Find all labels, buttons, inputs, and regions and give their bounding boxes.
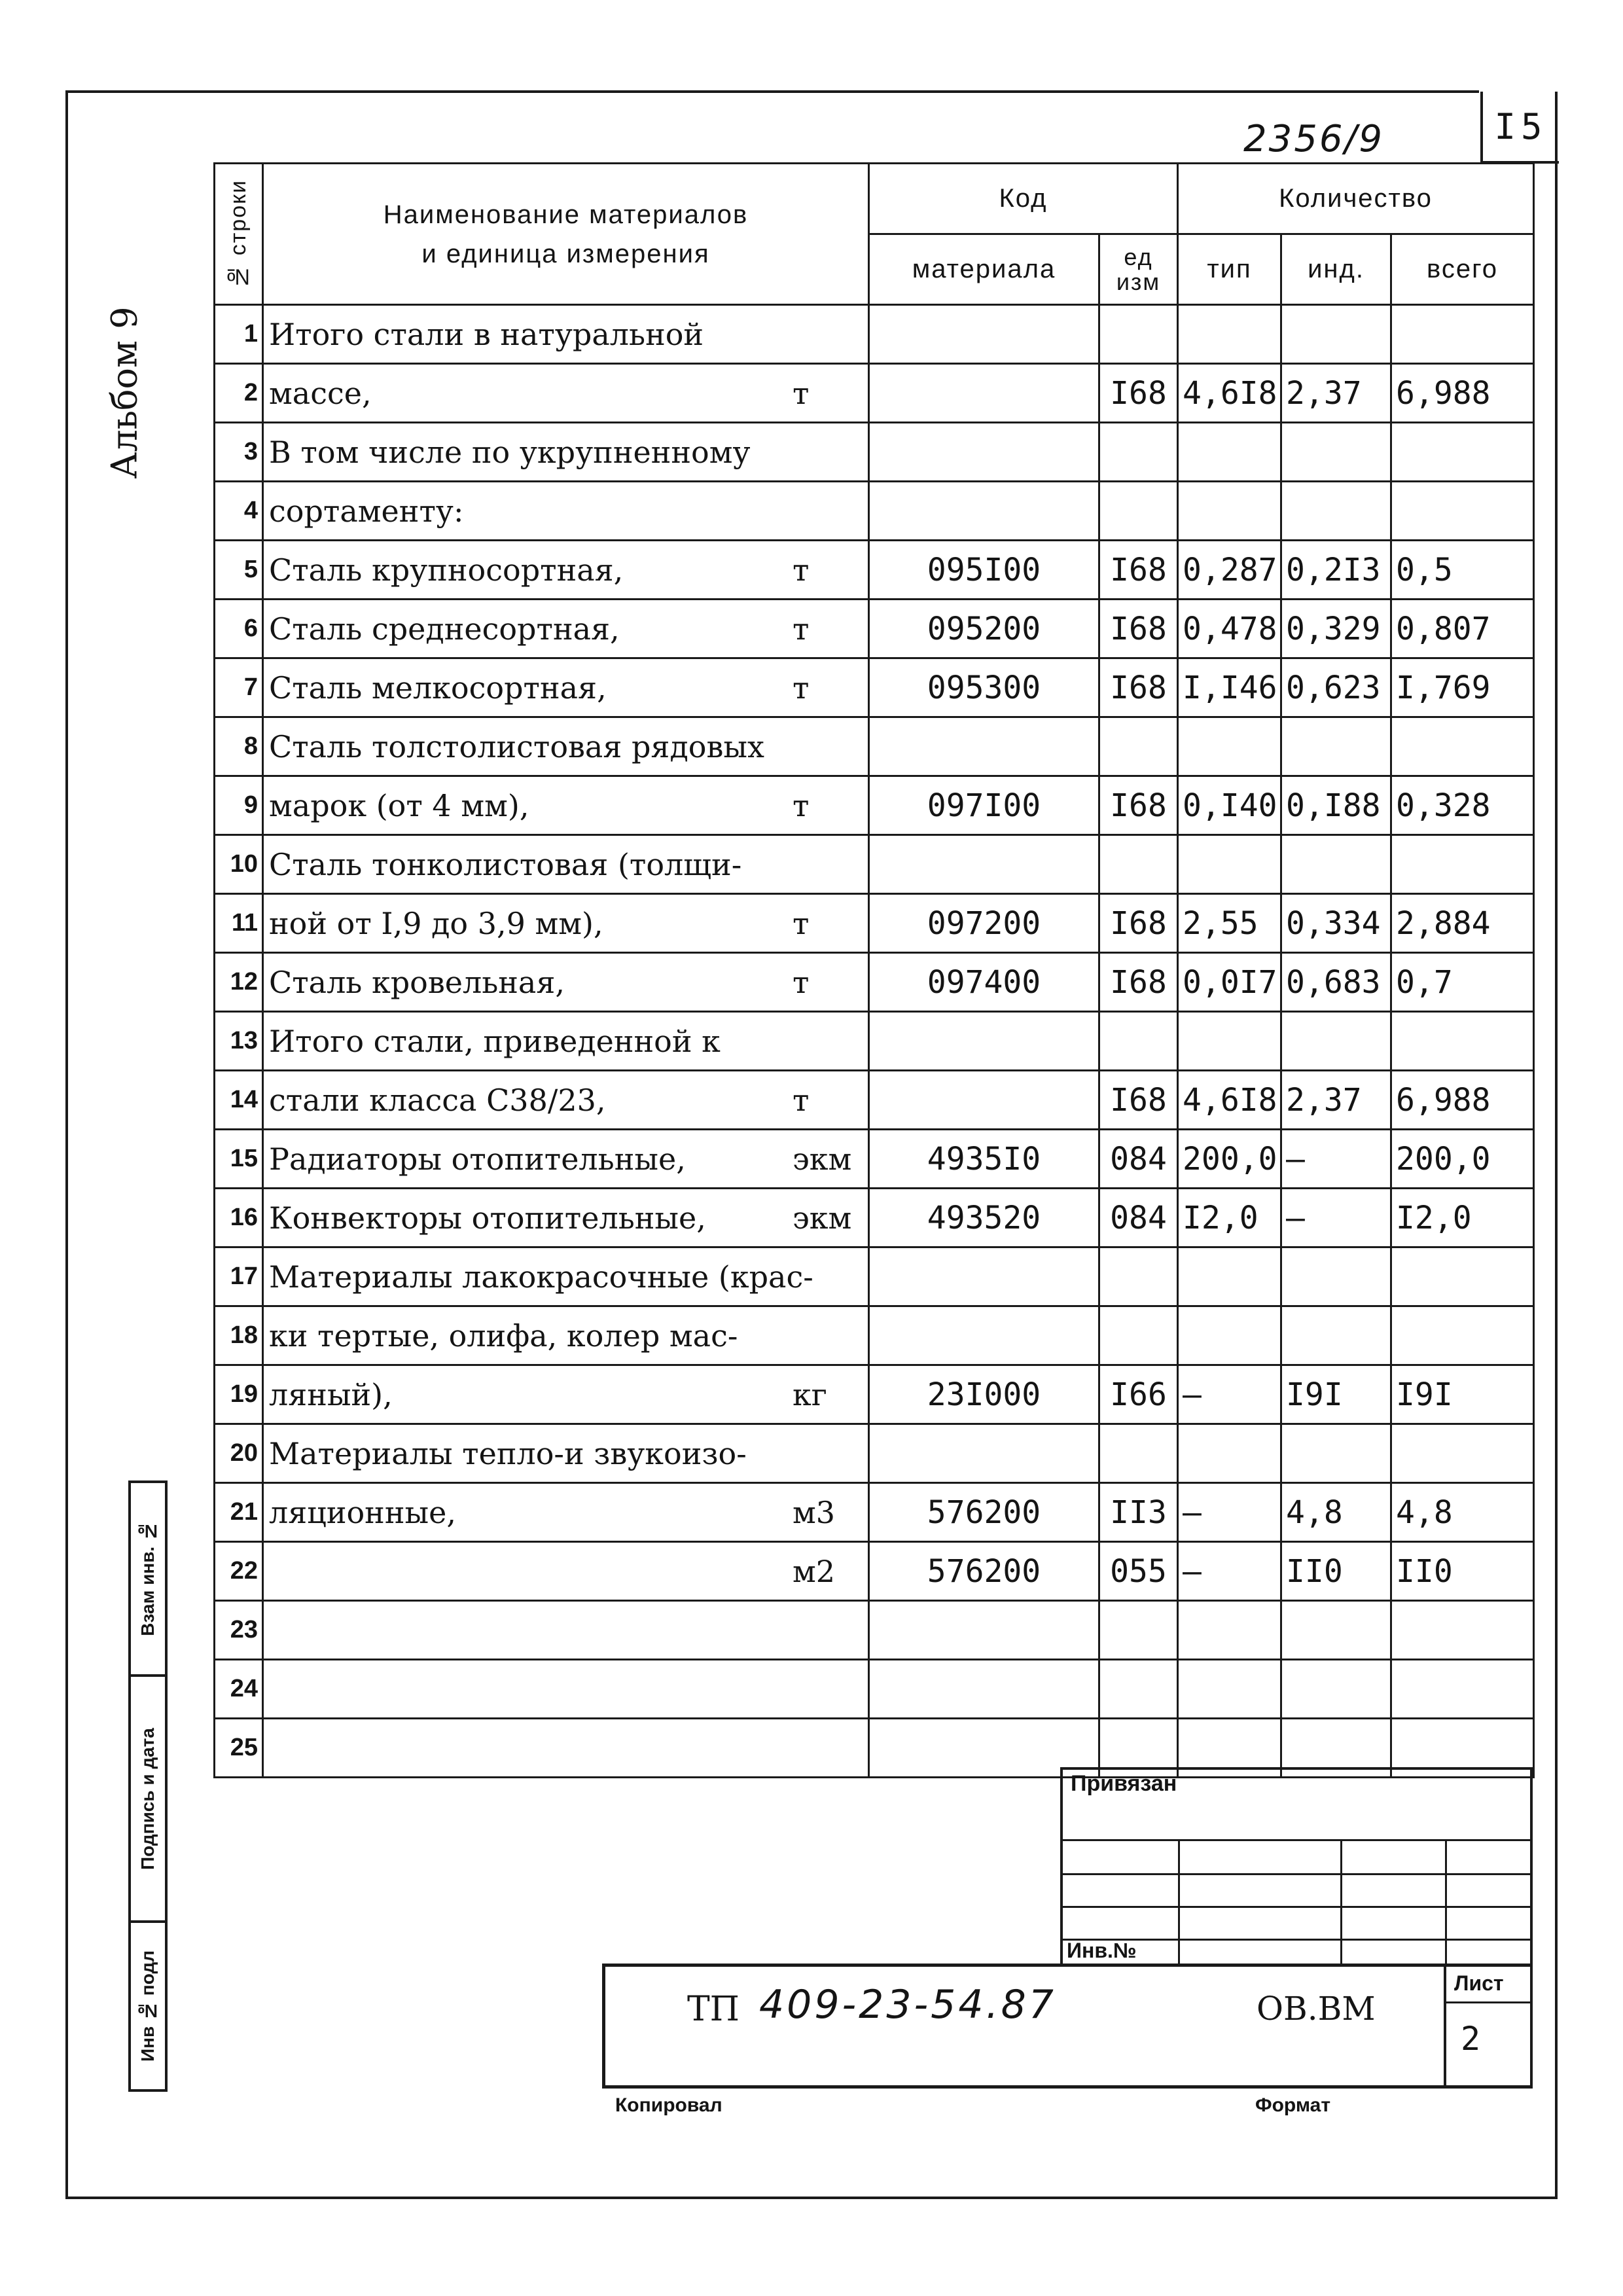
stamp-top-line [1060,1767,1533,1770]
material-code [869,1071,1099,1130]
qty-total [1391,305,1534,364]
material-name-cell [263,1130,869,1189]
qty-ind [1281,835,1391,894]
qty-type: I,I46 [1178,658,1281,717]
material-name: Итого стали, приведенной к [269,1023,721,1059]
project-number: 409-23-54.87 [759,1982,1056,2028]
material-code [869,305,1099,364]
title-block-sheet-line [1444,2001,1533,2003]
row-number: 2 [215,364,263,423]
stamp-left-line [1060,1767,1063,1964]
qty-ind: – [1281,1130,1391,1189]
table-row [215,776,1534,835]
qty-type [1178,717,1281,776]
row-number: 11 [215,894,263,953]
material-unit: экм [793,1200,852,1236]
qty-ind [1281,1601,1391,1660]
unit-code [1099,1424,1178,1483]
qty-total: I2,0 [1391,1189,1534,1247]
row-number: 23 [215,1601,263,1660]
qty-type: 0,478 [1178,600,1281,658]
table-row [215,1483,1534,1542]
material-code [869,1012,1099,1071]
header-name: Наименование материалов и единица измерения [263,164,869,305]
material-name: Итого стали в натуральной [269,316,704,352]
material-name: марок (от 4 мм), [269,787,529,823]
material-code [869,1306,1099,1365]
row-number: 22 [215,1542,263,1601]
row-number: 17 [215,1247,263,1306]
stamp-v2 [1340,1839,1342,1964]
row-number: 24 [215,1660,263,1719]
qty-total: 0,807 [1391,600,1534,658]
table-row [215,1424,1534,1483]
qty-total: 0,328 [1391,776,1534,835]
project-prefix: ТП [687,1990,740,2029]
material-code: 4935I0 [869,1130,1099,1189]
table-row [215,1012,1534,1071]
material-name-cell [263,1483,869,1542]
qty-total: I9I [1391,1365,1534,1424]
material-name: Сталь крупносортная, [269,552,624,588]
row-number: 1 [215,305,263,364]
material-name-cell [263,717,869,776]
material-name: ляционные, [269,1494,456,1530]
unit-code: I68 [1099,364,1178,423]
material-code [869,482,1099,541]
qty-ind: 0,623 [1281,658,1391,717]
material-name-cell [263,1189,869,1247]
qty-total [1391,482,1534,541]
header-code-material: материала [869,234,1099,305]
unit-code [1099,482,1178,541]
unit-code: 055 [1099,1542,1178,1601]
qty-type [1178,1247,1281,1306]
format-label: Формат [1255,2094,1331,2116]
unit-code [1099,1306,1178,1365]
table-row [215,1601,1534,1660]
material-code: 095200 [869,600,1099,658]
frame-right-line [1555,92,1558,2199]
qty-total [1391,1306,1534,1365]
qty-ind: 0,334 [1281,894,1391,953]
material-code: 576200 [869,1542,1099,1601]
material-code [869,1601,1099,1660]
unit-code: I68 [1099,1071,1178,1130]
unit-code [1099,717,1178,776]
row-number: 16 [215,1189,263,1247]
header-qty-ind: инд. [1281,234,1391,305]
row-number: 12 [215,953,263,1012]
unit-code [1099,423,1178,482]
table-row [215,717,1534,776]
qty-type: 2,55 [1178,894,1281,953]
stamp-v1 [1178,1839,1180,1964]
material-name-cell [263,1247,869,1306]
qty-type: 0,I40 [1178,776,1281,835]
material-name: ки тертые, олифа, колер мас- [269,1318,738,1354]
title-block-sheet-divider [1444,1964,1446,2088]
material-unit: т [793,964,810,1000]
material-unit: кг [793,1376,827,1412]
qty-type [1178,835,1281,894]
qty-total [1391,1660,1534,1719]
qty-ind: II0 [1281,1542,1391,1601]
qty-total [1391,1012,1534,1071]
material-unit: т [793,1082,810,1118]
qty-total: 4,8 [1391,1483,1534,1542]
qty-ind: 2,37 [1281,364,1391,423]
material-unit: т [793,611,810,647]
stamp-v3 [1445,1839,1447,1964]
title-block-bottom [602,2085,1533,2089]
qty-type: 0,287 [1178,541,1281,600]
material-name: ной от I,9 до 3,9 мм), [269,905,603,941]
material-code: 097I00 [869,776,1099,835]
qty-type: 200,0 [1178,1130,1281,1189]
qty-ind: 0,329 [1281,600,1391,658]
table-row [215,305,1534,364]
material-unit: т [793,375,810,411]
row-number: 3 [215,423,263,482]
material-code: 097200 [869,894,1099,953]
row-number: 9 [215,776,263,835]
material-name-cell [263,894,869,953]
material-name-cell [263,1012,869,1071]
material-name-cell [263,423,869,482]
material-name: массе, [269,375,372,411]
row-number: 20 [215,1424,263,1483]
stamp-h1 [1060,1839,1533,1841]
header-quantity: Количество [1178,164,1534,234]
table-row [215,835,1534,894]
material-name: Материалы тепло-и звукоизо- [269,1435,747,1471]
material-name: Сталь среднесортная, [269,611,620,647]
unit-code: I68 [1099,658,1178,717]
material-unit: м2 [793,1553,836,1589]
material-name-cell [263,1719,869,1778]
table-row [215,541,1534,600]
qty-type [1178,1012,1281,1071]
corner-sheet-number: I5 [1480,92,1559,164]
qty-type [1178,1660,1281,1719]
table-row [215,953,1534,1012]
qty-ind: 0,683 [1281,953,1391,1012]
material-code [869,1424,1099,1483]
qty-ind: 4,8 [1281,1483,1391,1542]
qty-ind [1281,1012,1391,1071]
table-row [215,364,1534,423]
material-code [869,364,1099,423]
side-box-replace-inv: Взам инв. № [128,1480,168,1677]
material-name-cell [263,482,869,541]
materials-table [213,162,1535,1778]
row-number: 6 [215,600,263,658]
stamp-attached: Привязан [1071,1771,1177,1796]
unit-code [1099,1660,1178,1719]
qty-type [1178,305,1281,364]
table-row [215,894,1534,953]
material-name: сортаменту: [269,493,464,529]
material-unit: м3 [793,1494,836,1530]
material-name: Сталь мелкосортная, [269,670,607,706]
material-name-cell [263,953,869,1012]
section-code: ОВ.ВМ [1257,1990,1376,2028]
row-number: 14 [215,1071,263,1130]
material-name-cell [263,364,869,423]
qty-ind [1281,1424,1391,1483]
qty-type: – [1178,1365,1281,1424]
qty-type [1178,423,1281,482]
table-row [215,423,1534,482]
material-name-cell [263,541,869,600]
unit-code [1099,1247,1178,1306]
qty-ind [1281,717,1391,776]
table-row [215,1660,1534,1719]
qty-ind [1281,1660,1391,1719]
qty-ind: 0,2I3 [1281,541,1391,600]
unit-code: I68 [1099,776,1178,835]
material-name-cell [263,776,869,835]
side-box-inv-original: Инв № подл [128,1920,168,2092]
qty-ind [1281,482,1391,541]
qty-total: I,769 [1391,658,1534,717]
material-code: 095I00 [869,541,1099,600]
material-name-cell [263,600,869,658]
row-number: 13 [215,1012,263,1071]
material-code [869,835,1099,894]
table-row [215,1189,1534,1247]
stamp-inv-no: Инв.№ [1067,1939,1137,1962]
header-qty-total: всего [1391,234,1534,305]
qty-ind [1281,1306,1391,1365]
title-block-right [1530,1767,1533,2088]
material-name: Сталь толстолистовая рядовых [269,728,764,764]
material-name-cell [263,1542,869,1601]
row-number: 4 [215,482,263,541]
qty-ind [1281,305,1391,364]
album-label: Альбом 9 [103,306,145,479]
qty-total: II0 [1391,1542,1534,1601]
material-name-cell [263,305,869,364]
qty-total [1391,835,1534,894]
copied-label: Копировал [615,2094,722,2116]
material-name: Материалы лакокрасочные (крас- [269,1259,813,1295]
material-code [869,423,1099,482]
row-number: 15 [215,1130,263,1189]
material-unit: т [793,905,810,941]
unit-code: I68 [1099,541,1178,600]
sheet-label: Лист [1454,1971,1504,1995]
material-code [869,1247,1099,1306]
material-name: ляный), [269,1376,393,1412]
table-row [215,1130,1534,1189]
unit-code: I68 [1099,953,1178,1012]
material-unit: экм [793,1141,852,1177]
material-code: 095300 [869,658,1099,717]
material-name: Сталь кровельная, [269,964,565,1000]
material-unit: т [793,670,810,706]
row-number: 7 [215,658,263,717]
material-name: стали класса С38/23, [269,1082,606,1118]
sheet-value: 2 [1461,2020,1481,2058]
qty-total [1391,1424,1534,1483]
title-block-top [602,1964,1533,1967]
unit-code: 084 [1099,1189,1178,1247]
header-code-unit: ед изм [1099,234,1178,305]
qty-ind [1281,423,1391,482]
qty-total [1391,423,1534,482]
header-qty-type: тип [1178,234,1281,305]
material-name-cell [263,1365,869,1424]
table-row [215,1071,1534,1130]
unit-code: II3 [1099,1483,1178,1542]
stamp-h3 [1060,1906,1533,1908]
table-row [215,1247,1534,1306]
qty-type [1178,1306,1281,1365]
qty-ind: I9I [1281,1365,1391,1424]
qty-type: 0,0I7 [1178,953,1281,1012]
unit-code: I68 [1099,894,1178,953]
header-row-number: № строки [215,164,263,305]
qty-total: 2,884 [1391,894,1534,953]
material-code: 576200 [869,1483,1099,1542]
row-number: 19 [215,1365,263,1424]
row-number: 8 [215,717,263,776]
material-code [869,717,1099,776]
table-row [215,1306,1534,1365]
material-name-cell [263,1071,869,1130]
row-number: 25 [215,1719,263,1778]
table-row [215,600,1534,658]
material-name: Конвекторы отопительные, [269,1200,706,1236]
handwritten-doc-number: 2356/9 [1243,118,1385,160]
material-name-cell [263,835,869,894]
qty-total: 6,988 [1391,364,1534,423]
row-number: 21 [215,1483,263,1542]
unit-code: I68 [1099,600,1178,658]
material-name-cell [263,658,869,717]
table-row [215,1365,1534,1424]
material-code: 23I000 [869,1365,1099,1424]
material-unit: т [793,552,810,588]
qty-ind [1281,1247,1391,1306]
material-unit: т [793,787,810,823]
unit-code: I66 [1099,1365,1178,1424]
qty-ind: 0,I88 [1281,776,1391,835]
table-row [215,482,1534,541]
row-number: 18 [215,1306,263,1365]
qty-total [1391,1247,1534,1306]
title-block-left [602,1964,605,2088]
unit-code [1099,835,1178,894]
qty-total [1391,1601,1534,1660]
header-code: Код [869,164,1178,234]
material-name-cell [263,1306,869,1365]
qty-total: 6,988 [1391,1071,1534,1130]
table-row [215,1542,1534,1601]
qty-total: 0,5 [1391,541,1534,600]
material-code: 097400 [869,953,1099,1012]
qty-total: 0,7 [1391,953,1534,1012]
material-name-cell [263,1601,869,1660]
material-name: Сталь тонколистовая (толщи- [269,846,742,882]
row-number: 5 [215,541,263,600]
qty-type [1178,482,1281,541]
qty-type [1178,1424,1281,1483]
qty-type: I2,0 [1178,1189,1281,1247]
qty-total: 200,0 [1391,1130,1534,1189]
material-name-cell [263,1424,869,1483]
unit-code [1099,1012,1178,1071]
unit-code [1099,1601,1178,1660]
qty-type [1178,1601,1281,1660]
material-name: В том числе по укрупненному [269,434,751,470]
material-code [869,1660,1099,1719]
row-number: 10 [215,835,263,894]
unit-code [1099,305,1178,364]
qty-ind: – [1281,1189,1391,1247]
material-name-cell [263,1660,869,1719]
material-name: Радиаторы отопительные, [269,1141,686,1177]
stamp-h2 [1060,1873,1533,1875]
qty-type: – [1178,1483,1281,1542]
table-row [215,658,1534,717]
qty-type: 4,6I8 [1178,364,1281,423]
unit-code: 084 [1099,1130,1178,1189]
material-code: 493520 [869,1189,1099,1247]
qty-type: – [1178,1542,1281,1601]
qty-ind: 2,37 [1281,1071,1391,1130]
qty-type: 4,6I8 [1178,1071,1281,1130]
side-box-sign-date: Подпись и дата [128,1674,168,1923]
qty-total [1391,717,1534,776]
